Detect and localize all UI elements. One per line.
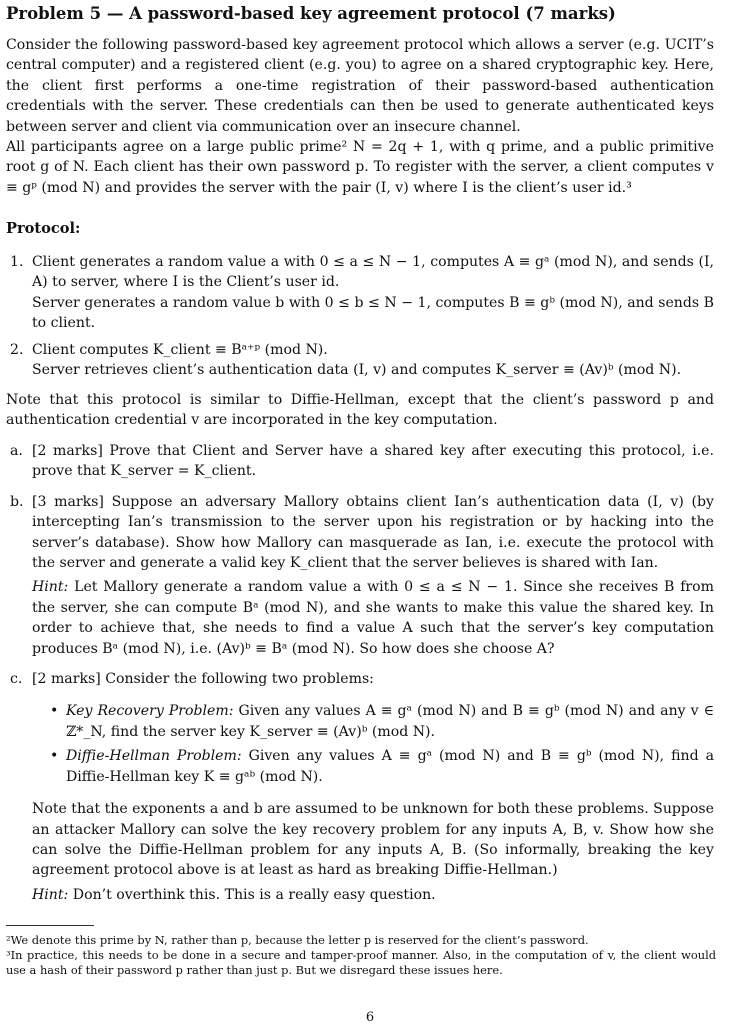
bullet-icon: •	[50, 748, 59, 765]
footnote: ²We denote this prime by N, rather than p, because the letter p is reserved for the client’s password.	[6, 933, 589, 947]
hint-label: Hint:	[32, 886, 69, 903]
list-item	[50, 701, 714, 742]
step-line: Server generates a random value b with 0 ≤ b ≤ N − 1, computes B ≡ gᵇ (mod N), and sends B to client.	[32, 294, 714, 332]
list-item	[50, 746, 714, 787]
part-followup: Note that the exponents a and b are assumed to be unknown for both these problems. Suppose an attacker Mallory can solve the key recovery problem for any inputs A, B, v. Show how she can solve the Diffie-Hellman problem for any inputs A, B. (So informally, breaking the key agreement protocol above is at least as hard as breaking Diffie-Hellman.)	[32, 801, 714, 879]
step-line: Client generates a random value a with 0 ≤ a ≤ N − 1, computes A ≡ gᵃ (mod N), and sends (I, A) to server, where I is the Client’s user id.	[32, 254, 714, 291]
problem-text: Given any values A ≡ gᵃ (mod N) and B ≡ gᵇ (mod N), find a Diffie-Hellman key K ≡ gᵃᵇ (mod N).	[66, 748, 715, 785]
problem-intro	[6, 35, 714, 198]
problem-list	[50, 701, 714, 787]
problem-title: Problem 5 — A password-based key agreement protocol (7 marks)	[6, 4, 616, 23]
hint-label: Hint:	[32, 579, 69, 596]
question-part-b	[10, 492, 714, 659]
footnotes	[6, 933, 716, 979]
hint	[32, 885, 714, 905]
step-line: Server retrieves client’s authentication data (I, v) and computes K_server ≡ (Av)ᵇ (mod N).	[32, 362, 682, 379]
bullet-icon: •	[50, 703, 59, 720]
step-number: 2.	[10, 341, 24, 358]
question-part-c	[10, 669, 714, 905]
footnote-divider	[6, 925, 94, 926]
protocol-note: Note that this protocol is similar to Diffie-Hellman, except that the client’s password p and authentication credential v are incorporated in the key computation.	[6, 392, 714, 429]
step-line: Client computes K_client ≡ Bᵃ⁺ᵖ (mod N).	[32, 341, 328, 358]
step-number: 1.	[10, 254, 24, 270]
hint	[32, 577, 714, 659]
part-text: [3 marks] Suppose an adversary Mallory obtains client Ian’s authentication data (I, v) (by intercepting Ian’s transmission to the server upon his registration or by hacking into the server’s database). Show how Mallory can masquerade as Ian, i.e. execute the protocol with the server and generate a valid key K_client that the server believes is shared with Ian.	[32, 493, 714, 572]
problem-text: Given any values A ≡ gᵃ (mod N) and B ≡ gᵇ (mod N) and any v ∈ ℤ*_N, find the server key K_server ≡ (Av)ᵇ (mod N).	[66, 703, 715, 740]
protocol-step	[10, 340, 714, 381]
page-number: 6	[365, 1010, 375, 1025]
intro-paragraph-2: All participants agree on a large public prime² N = 2q + 1, with q prime, and a public primitive root g of N. Each client has their own password p. To register with the server, a client computes v ≡ gᵖ (mod N) and provides the server with the pair (I, v) where I is the client’s user id.³	[6, 139, 714, 196]
part-label: c.	[10, 671, 23, 688]
hint-text: Don’t overthink this. This is a really easy question.	[72, 886, 436, 903]
protocol-heading: Protocol:	[6, 220, 81, 237]
problem-name: Key Recovery Problem:	[66, 703, 234, 720]
hint-text: Let Mallory generate a random value a with 0 ≤ a ≤ N − 1. Since she receives B from the server, she can compute Bᵃ (mod N), and she wants to make this value the shared key. In order to achieve that, she needs to find a value A such that the server’s key computation produces Bᵃ (mod N), i.e. (Av)ᵇ ≡ Bᵃ (mod N). So how does she choose A?	[32, 579, 715, 657]
question-parts	[10, 441, 714, 915]
question-part-a	[10, 441, 714, 482]
part-label: b.	[10, 493, 24, 510]
problem-name: Diffie-Hellman Problem:	[66, 748, 242, 765]
footnote: ³In practice, this needs to be done in a secure and tamper-proof manner. Also, in the computation of v, the client would use a hash of their password p rather than just p. But we disregard these issues here.	[6, 948, 716, 978]
intro-paragraph-1: Consider the following password-based key agreement protocol which allows a server (e.g. UCIT’s central computer) and a registered client (e.g. you) to agree on a shared cryptographic key. Here, the client first performs a one-time registration of their password-based authentication credentials with the server. These credentials can then be used to generate authenticated keys between server and client via communication over an insecure channel.	[6, 37, 714, 135]
part-text: [2 marks] Consider the following two problems:	[32, 671, 374, 688]
part-text: [2 marks] Prove that Client and Server have a shared key after executing this protocol, i.e. prove that K_server = K_client.	[32, 443, 714, 480]
protocol-steps	[10, 252, 714, 386]
part-label: a.	[10, 443, 23, 459]
protocol-step	[10, 252, 714, 334]
